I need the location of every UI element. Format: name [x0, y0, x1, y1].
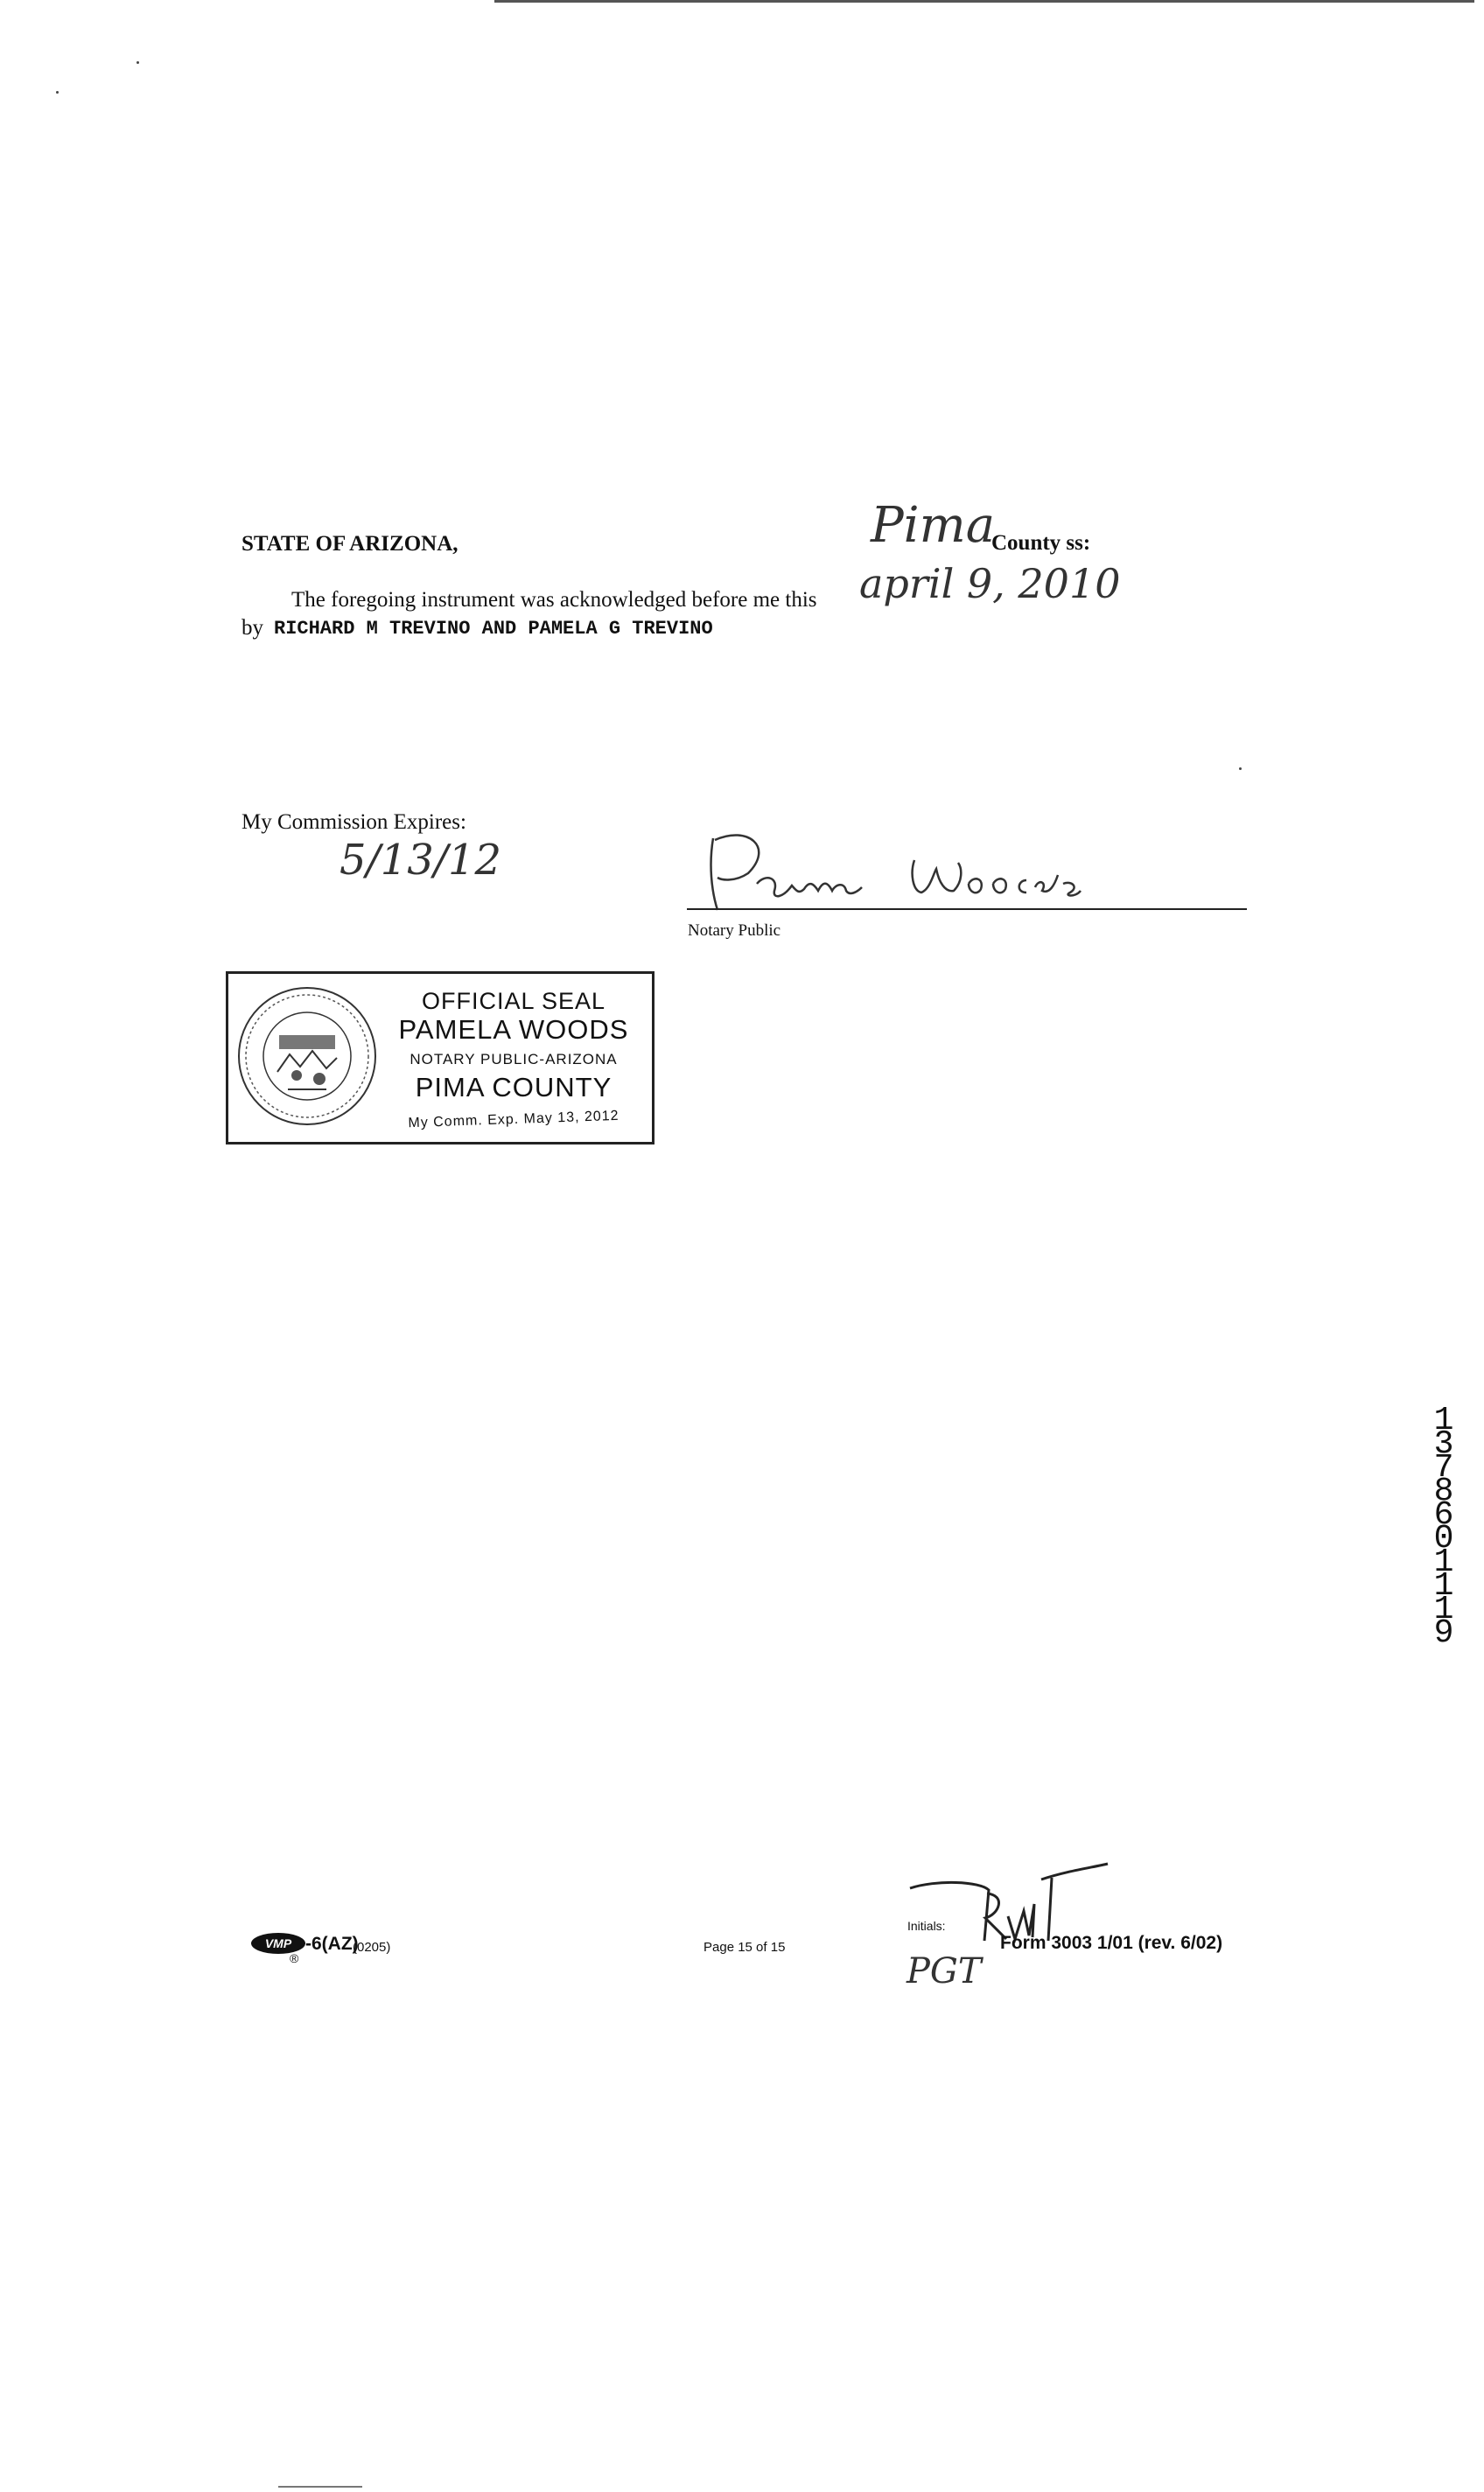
seal-title: OFFICIAL SEAL: [421, 988, 606, 1014]
initials-label: Initials:: [907, 1919, 946, 1933]
commission-expires-label: My Commission Expires:: [242, 810, 466, 834]
county-handwritten: Pima: [871, 497, 996, 554]
margin-recording-stamp: 13786 01119: [1433, 1402, 1454, 1652]
scan-speck: [56, 91, 59, 94]
svg-text:VMP: VMP: [264, 1936, 292, 1950]
seal-notary-type: NOTARY PUBLIC-ARIZONA: [410, 1051, 618, 1068]
scan-border-top: [494, 0, 1474, 3]
form-number: Form 3003 1/01 (rev. 6/02): [1000, 1933, 1223, 1953]
form-date-code: (0205): [353, 1940, 391, 1955]
seal-notary-name: PAMELA WOODS: [398, 1014, 629, 1045]
registered-mark: ®: [290, 1951, 299, 1965]
acknowledgment-text: The foregoing instrument was acknowledged before me this: [291, 588, 817, 612]
scan-speck: [1239, 767, 1242, 770]
scan-speck: [136, 61, 139, 64]
commission-expires-date: 5/13/12: [340, 836, 502, 885]
state-heading: STATE OF ARIZONA,: [242, 532, 458, 556]
notary-public-label: Notary Public: [688, 921, 781, 940]
county-label: County ss:: [991, 531, 1091, 555]
signer-names: RICHARD M TREVINO AND PAMELA G TREVINO: [274, 618, 713, 640]
acknowledgment-date-handwritten: april 9, 2010: [859, 560, 1121, 607]
state-seal-emblem: [235, 984, 379, 1128]
form-code: -6(AZ): [305, 1934, 359, 1954]
page-number: Page 15 of 15: [704, 1940, 786, 1955]
by-label: by: [242, 616, 263, 640]
notary-signature: [696, 830, 1133, 913]
scan-border-bottom: [278, 2486, 362, 2488]
signature-line: [687, 908, 1247, 910]
seal-expiration: My Comm. Exp. May 13, 2012: [408, 1108, 620, 1131]
co-borrower-initials: PGT: [906, 1951, 982, 1992]
seal-county: PIMA COUNTY: [415, 1072, 612, 1102]
official-seal-stamp: [226, 971, 654, 1144]
